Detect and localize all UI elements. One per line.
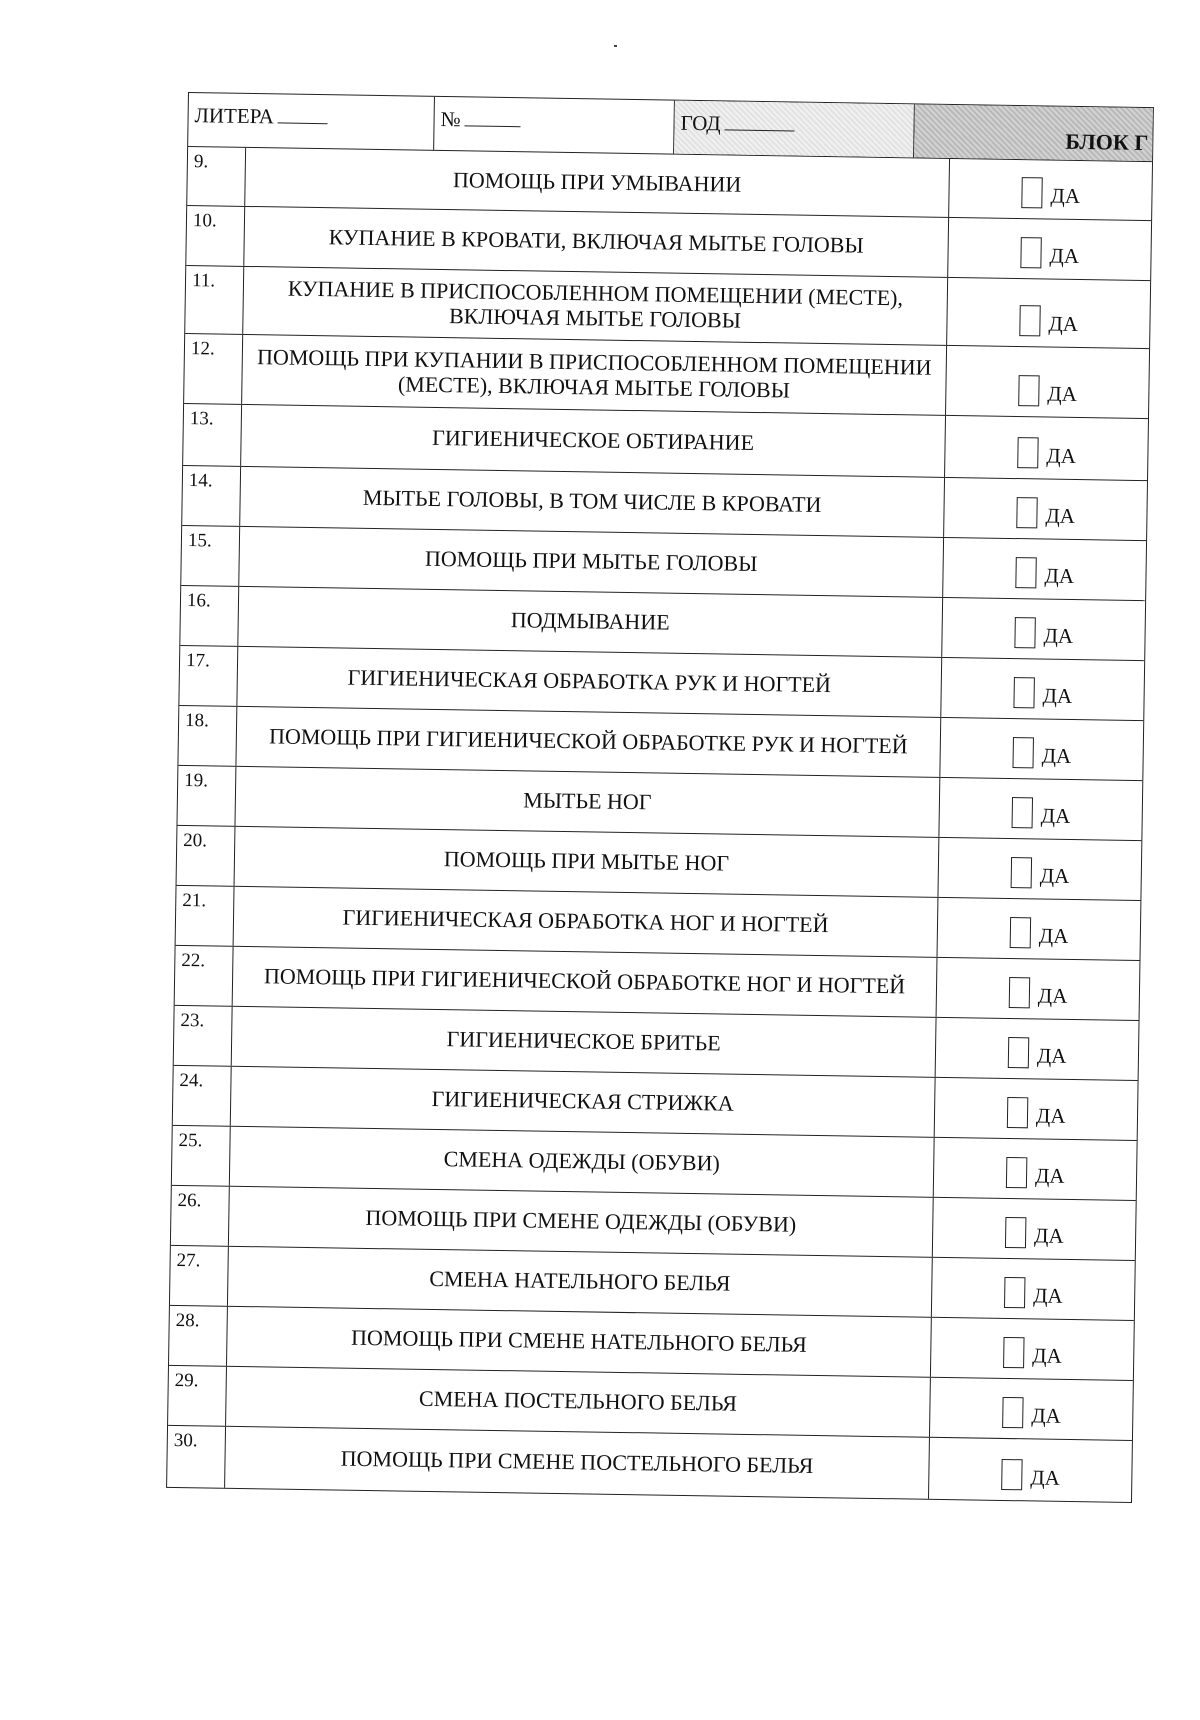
item-number: 19.: [177, 766, 236, 826]
litera-label: ЛИТЕРА: [194, 103, 275, 129]
item-number: 26.: [171, 1186, 230, 1246]
yes-checkbox-cell: [934, 1138, 1137, 1200]
number-cell: [434, 97, 675, 154]
item-number: 17.: [179, 646, 238, 706]
yes-checkbox[interactable]: [1016, 497, 1037, 528]
yes-label: ДА: [1041, 743, 1072, 768]
yes-checkbox-cell: [931, 1318, 1134, 1380]
block-cell: [914, 104, 1153, 161]
item-description: МЫТЬЕ НОГ: [235, 767, 940, 837]
item-number: 9.: [187, 147, 246, 206]
yes-label: ДА: [1031, 1403, 1062, 1428]
item-description: ПОМОЩЬ ПРИ МЫТЬЕ ГОЛОВЫ: [239, 527, 944, 597]
yes-checkbox[interactable]: [1017, 437, 1038, 468]
yes-label: ДА: [1030, 1465, 1061, 1490]
yes-checkbox[interactable]: [1004, 1277, 1025, 1308]
yes-label: ДА: [1033, 1223, 1064, 1248]
yes-checkbox-cell: [935, 1078, 1138, 1140]
yes-checkbox-cell: [938, 898, 1141, 960]
item-number: 21.: [176, 886, 235, 946]
item-number: 12.: [184, 334, 243, 404]
number-field[interactable]: [465, 109, 521, 127]
item-description: ПОМОЩЬ ПРИ КУПАНИИ В ПРИСПОСОБЛЕННОМ ПОМЕЩЕНИИ (МЕСТЕ), ВКЛЮЧАЯ МЫТЬЕ ГОЛОВЫ: [242, 335, 947, 415]
yes-checkbox[interactable]: [1005, 1217, 1026, 1248]
yes-label: ДА: [1044, 563, 1075, 588]
yes-checkbox[interactable]: [1010, 917, 1031, 948]
item-description: ПОМОЩЬ ПРИ СМЕНЕ ОДЕЖДЫ (ОБУВИ): [229, 1187, 934, 1257]
item-number: 16.: [180, 586, 239, 646]
yes-checkbox-cell: [930, 1378, 1133, 1440]
item-description: МЫТЬЕ ГОЛОВЫ, В ТОМ ЧИСЛЕ В КРОВАТИ: [240, 467, 945, 537]
yes-checkbox-cell: [929, 1438, 1132, 1502]
yes-checkbox[interactable]: [1001, 1459, 1022, 1490]
item-description: ГИГИЕНИЧЕСКАЯ СТРИЖКА: [231, 1067, 936, 1137]
yes-checkbox-cell: [939, 778, 1142, 840]
item-description: ГИГИЕНИЧЕСКАЯ ОБРАБОТКА РУК И НОГТЕЙ: [237, 647, 942, 717]
yes-checkbox[interactable]: [1006, 1157, 1027, 1188]
item-description: ГИГИЕНИЧЕСКАЯ ОБРАБОТКА НОГ И НОГТЕЙ: [234, 887, 939, 957]
yes-checkbox[interactable]: [1013, 677, 1034, 708]
yes-label: ДА: [1042, 683, 1073, 708]
item-number: 29.: [168, 1366, 227, 1426]
yes-label: ДА: [1045, 503, 1076, 528]
item-description: СМЕНА ОДЕЖДЫ (ОБУВИ): [230, 1127, 935, 1197]
item-number: 28.: [169, 1306, 228, 1366]
item-number: 10.: [186, 206, 245, 266]
item-description: ПОМОЩЬ ПРИ СМЕНЕ ПОСТЕЛЬНОГО БЕЛЬЯ: [225, 1427, 930, 1499]
year-cell: [674, 101, 915, 158]
yes-label: ДА: [1034, 1163, 1065, 1188]
item-description: ПОДМЫВАНИЕ: [238, 587, 943, 657]
yes-checkbox[interactable]: [1002, 1397, 1023, 1428]
item-number: 14.: [182, 466, 241, 526]
yes-checkbox-cell: [949, 159, 1152, 220]
yes-checkbox[interactable]: [1008, 1037, 1029, 1068]
yes-checkbox-cell: [942, 598, 1145, 660]
yes-checkbox[interactable]: [1007, 1097, 1028, 1128]
item-description: СМЕНА НАТЕЛЬНОГО БЕЛЬЯ: [228, 1247, 933, 1317]
item-description: КУПАНИЕ В ПРИСПОСОБЛЕННОМ ПОМЕЩЕНИИ (МЕСТЕ), ВКЛЮЧАЯ МЫТЬЕ ГОЛОВЫ: [243, 267, 948, 345]
yes-label: ДА: [1040, 803, 1071, 828]
yes-label: ДА: [1037, 983, 1068, 1008]
yes-checkbox-cell: [945, 416, 1148, 480]
item-number: 18.: [178, 706, 237, 766]
item-description: ПОМОЩЬ ПРИ МЫТЬЕ НОГ: [235, 827, 940, 897]
item-description: СМЕНА ПОСТЕЛЬНОГО БЕЛЬЯ: [226, 1367, 931, 1437]
item-number: 30.: [167, 1426, 226, 1488]
yes-checkbox-cell: [933, 1198, 1136, 1260]
yes-checkbox-cell: [941, 658, 1144, 720]
number-label: №: [440, 106, 461, 132]
block-label: БЛОК Г: [1065, 128, 1149, 156]
yes-checkbox[interactable]: [1003, 1337, 1024, 1368]
item-number: 13.: [183, 404, 242, 466]
item-description: ПОМОЩЬ ПРИ ГИГИЕНИЧЕСКОЙ ОБРАБОТКЕ РУК И НОГТЕЙ: [236, 707, 941, 777]
yes-label: ДА: [1046, 443, 1077, 468]
item-number: 27.: [170, 1246, 229, 1306]
item-number: 15.: [181, 526, 240, 586]
yes-checkbox[interactable]: [1014, 617, 1035, 648]
yes-checkbox-cell: [940, 718, 1143, 780]
items-table: [166, 146, 1153, 1503]
yes-checkbox[interactable]: [1020, 237, 1041, 268]
yes-label: ДА: [1049, 243, 1080, 269]
yes-checkbox-cell: [936, 1018, 1139, 1080]
item-description: ПОМОЩЬ ПРИ ГИГИЕНИЧЕСКОЙ ОБРАБОТКЕ НОГ И НОГТЕЙ: [233, 947, 938, 1017]
yes-label: ДА: [1038, 923, 1069, 948]
scan-speck: [614, 45, 617, 47]
yes-label: ДА: [1050, 183, 1081, 209]
yes-checkbox[interactable]: [1018, 375, 1039, 406]
item-description: ГИГИЕНИЧЕСКОЕ БРИТЬЕ: [232, 1007, 937, 1077]
yes-checkbox-cell: [937, 958, 1140, 1020]
litera-field[interactable]: [278, 106, 328, 124]
yes-checkbox-cell: [946, 346, 1149, 418]
item-description: ПОМОЩЬ ПРИ СМЕНЕ НАТЕЛЬНОГО БЕЛЬЯ: [227, 1307, 932, 1377]
yes-label: ДА: [1035, 1103, 1066, 1128]
yes-label: ДА: [1036, 1043, 1067, 1068]
yes-checkbox[interactable]: [1011, 857, 1032, 888]
item-description: ПОМОЩЬ ПРИ УМЫВАНИИ: [245, 148, 950, 217]
yes-checkbox-cell: [947, 278, 1150, 348]
form-sheet: [166, 92, 1154, 1503]
yes-label: ДА: [1043, 623, 1074, 648]
yes-checkbox[interactable]: [1019, 305, 1040, 336]
year-field[interactable]: [725, 113, 795, 131]
yes-checkbox[interactable]: [1015, 557, 1036, 588]
yes-checkbox-cell: [938, 838, 1141, 900]
yes-checkbox[interactable]: [1021, 177, 1042, 208]
yes-label: ДА: [1048, 311, 1079, 337]
yes-checkbox-cell: [944, 478, 1147, 540]
yes-checkbox[interactable]: [1009, 977, 1030, 1008]
yes-checkbox[interactable]: [1012, 737, 1033, 768]
item-number: 20.: [177, 826, 236, 886]
yes-label: ДА: [1047, 381, 1078, 406]
item-number: 23.: [174, 1006, 233, 1066]
yes-checkbox-cell: [943, 538, 1146, 600]
item-description: КУПАНИЕ В КРОВАТИ, ВКЛЮЧАЯ МЫТЬЕ ГОЛОВЫ: [244, 207, 949, 277]
litera-cell: [188, 93, 435, 150]
item-number: 25.: [172, 1126, 231, 1186]
yes-label: ДА: [1039, 863, 1070, 888]
year-label: ГОД: [680, 110, 721, 136]
item-description: ГИГИЕНИЧЕСКОЕ ОБТИРАНИЕ: [241, 405, 946, 477]
yes-checkbox-cell: [932, 1258, 1135, 1320]
yes-label: ДА: [1032, 1343, 1062, 1368]
item-number: 24.: [173, 1066, 232, 1126]
yes-checkbox-cell: [948, 218, 1151, 280]
yes-checkbox[interactable]: [1012, 797, 1033, 828]
item-number: 22.: [175, 946, 234, 1006]
item-number: 11.: [185, 266, 244, 334]
yes-label: ДА: [1033, 1283, 1063, 1308]
